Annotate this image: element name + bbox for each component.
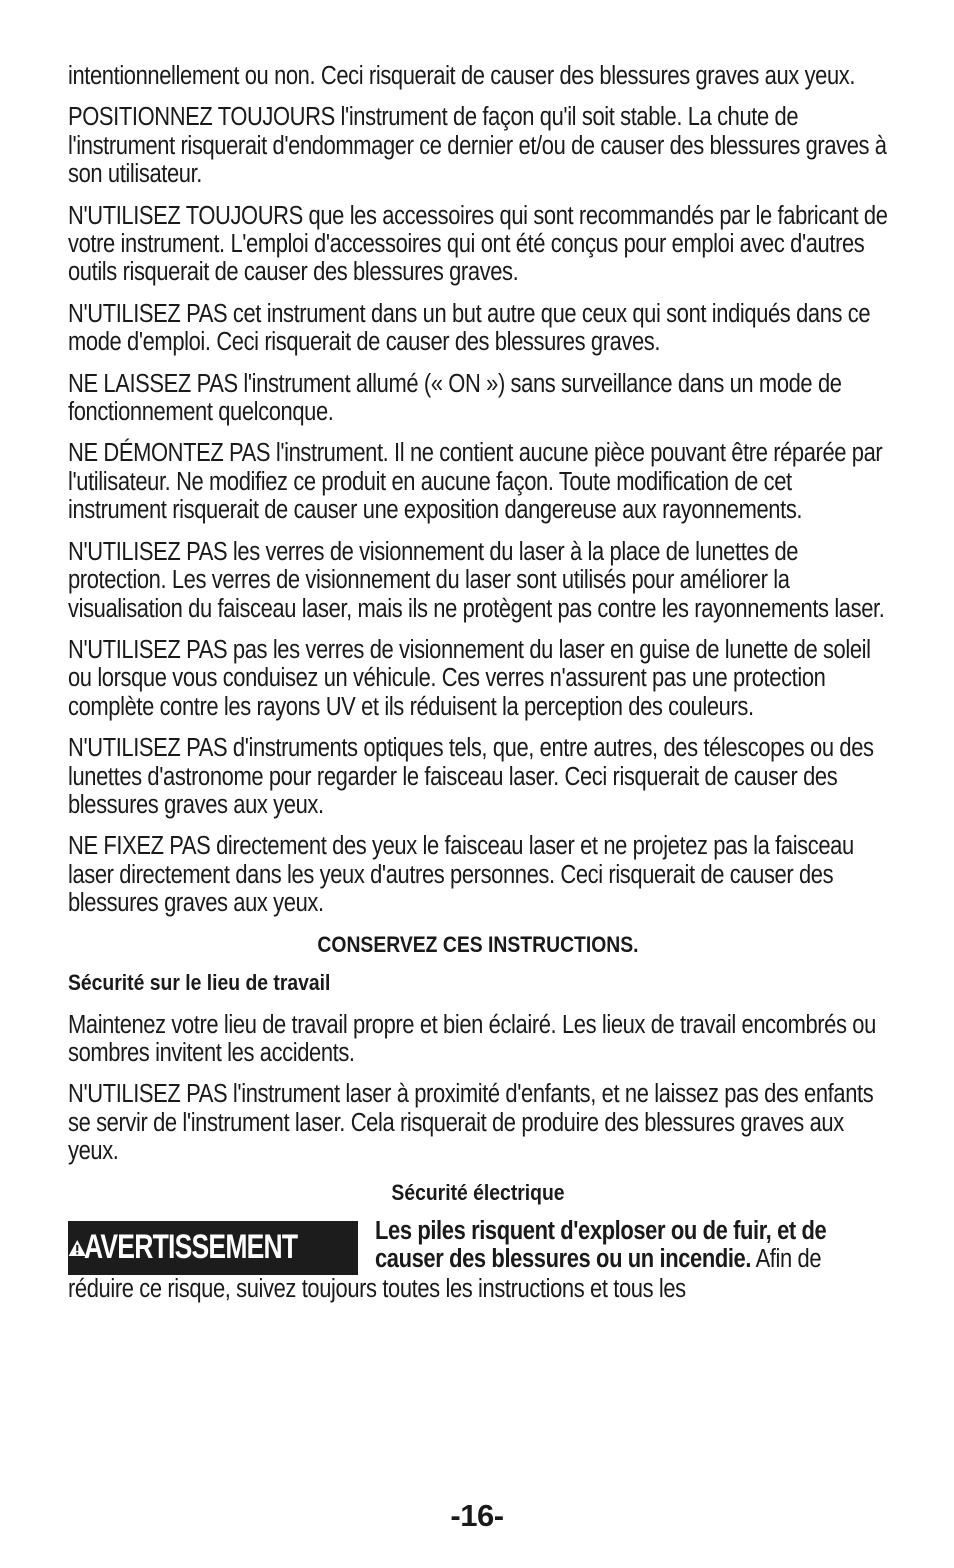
document-body <box>68 62 888 1303</box>
warning-continuation: réduire ce risque, suivez toujours toutes les instructions et tous les <box>68 1274 686 1303</box>
workplace-safety-heading: Sécurité sur le lieu de travail <box>68 969 331 995</box>
paragraph: N'UTILISEZ PAS l'instrument laser à proximité d'enfants, et ne laissez pas des enfants se servir de l'instrument laser. Cela risquerait de produire des blessures graves aux yeux. <box>68 1080 874 1166</box>
warning-label: AVERTISSEMENT <box>84 1228 298 1267</box>
warning-bold-text: Les piles risquent d'exploser ou de fuir, et de causer des blessures ou un incendie. <box>375 1216 827 1273</box>
page-number: -16- <box>450 1498 504 1533</box>
paragraph: POSITIONNEZ TOUJOURS l'instrument de façon qu'il soit stable. La chute de l'instrument risquerait d'endommager ce dernier et/ou de causer des blessures graves à son utilisateur. <box>68 103 887 189</box>
paragraph: N'UTILISEZ PAS pas les verres de visionnement du laser en guise de lunette de soleil ou lorsque vous conduisez un véhicule. Ces verres n'assurent pas une protection complète contre les rayons UV et ils réduisent la perception des couleurs. <box>68 635 871 721</box>
conserve-instructions-heading: CONSERVEZ CES INSTRUCTIONS. <box>317 931 639 957</box>
warning-text <box>375 1217 891 1273</box>
paragraph: Maintenez votre lieu de travail propre et bien éclairé. Les lieux de travail encombrés ou sombres invitent les accidents. <box>68 1010 876 1067</box>
paragraph: intentionnellement ou non. Ceci risquerait de causer des blessures graves aux yeux. <box>68 62 856 90</box>
paragraph: N'UTILISEZ TOUJOURS que les accessoires qui sont recommandés par le fabricant de votre instrument. L'emploi d'accessoires qui ont été conçus pour emploi avec d'autres outils risquerait de causer des blessures graves. <box>68 201 888 287</box>
paragraph: N'UTILISEZ PAS les verres de visionnement du laser à la place de lunettes de protection. Les verres de visionnement du laser sont utilisés pour améliorer la visualisation du faisceau laser, mais ils ne protègent pas contre les rayonnements laser. <box>68 537 885 623</box>
warning-block <box>68 1217 888 1275</box>
paragraph: NE LAISSEZ PAS l'instrument allumé (« ON ») sans surveillance dans un mode de fonctionnement quelconque. <box>68 369 842 427</box>
paragraph: N'UTILISEZ PAS d'instruments optiques tels, que, entre autres, des télescopes ou des lunettes d'astronome pour regarder le faisceau laser. Ceci risquerait de causer des blessures graves aux yeux. <box>68 734 874 819</box>
paragraph: NE FIXEZ PAS directement des yeux le faisceau laser et ne projetez pas la faisceau laser directement dans les yeux d'autres personnes. Ceci risquerait de causer des blessures graves aux yeux. <box>68 832 854 918</box>
paragraph: NE DÉMONTEZ PAS l'instrument. Il ne contient aucune pièce pouvant être réparée par l'utilisateur. Ne modifiez ce produit en aucune façon. Toute modification de cet instrument risquerait de causer une exposition dangereuse aux rayonnements. <box>68 439 883 525</box>
warning-badge <box>68 1221 358 1275</box>
paragraph: N'UTILISEZ PAS cet instrument dans un but autre que ceux qui sont indiqués dans ce mode d'emploi. Ceci risquerait de causer des blessures graves. <box>68 299 871 357</box>
warning-normal-text: Afin de <box>751 1244 822 1273</box>
electrical-safety-heading: Sécurité électrique <box>391 1179 565 1205</box>
